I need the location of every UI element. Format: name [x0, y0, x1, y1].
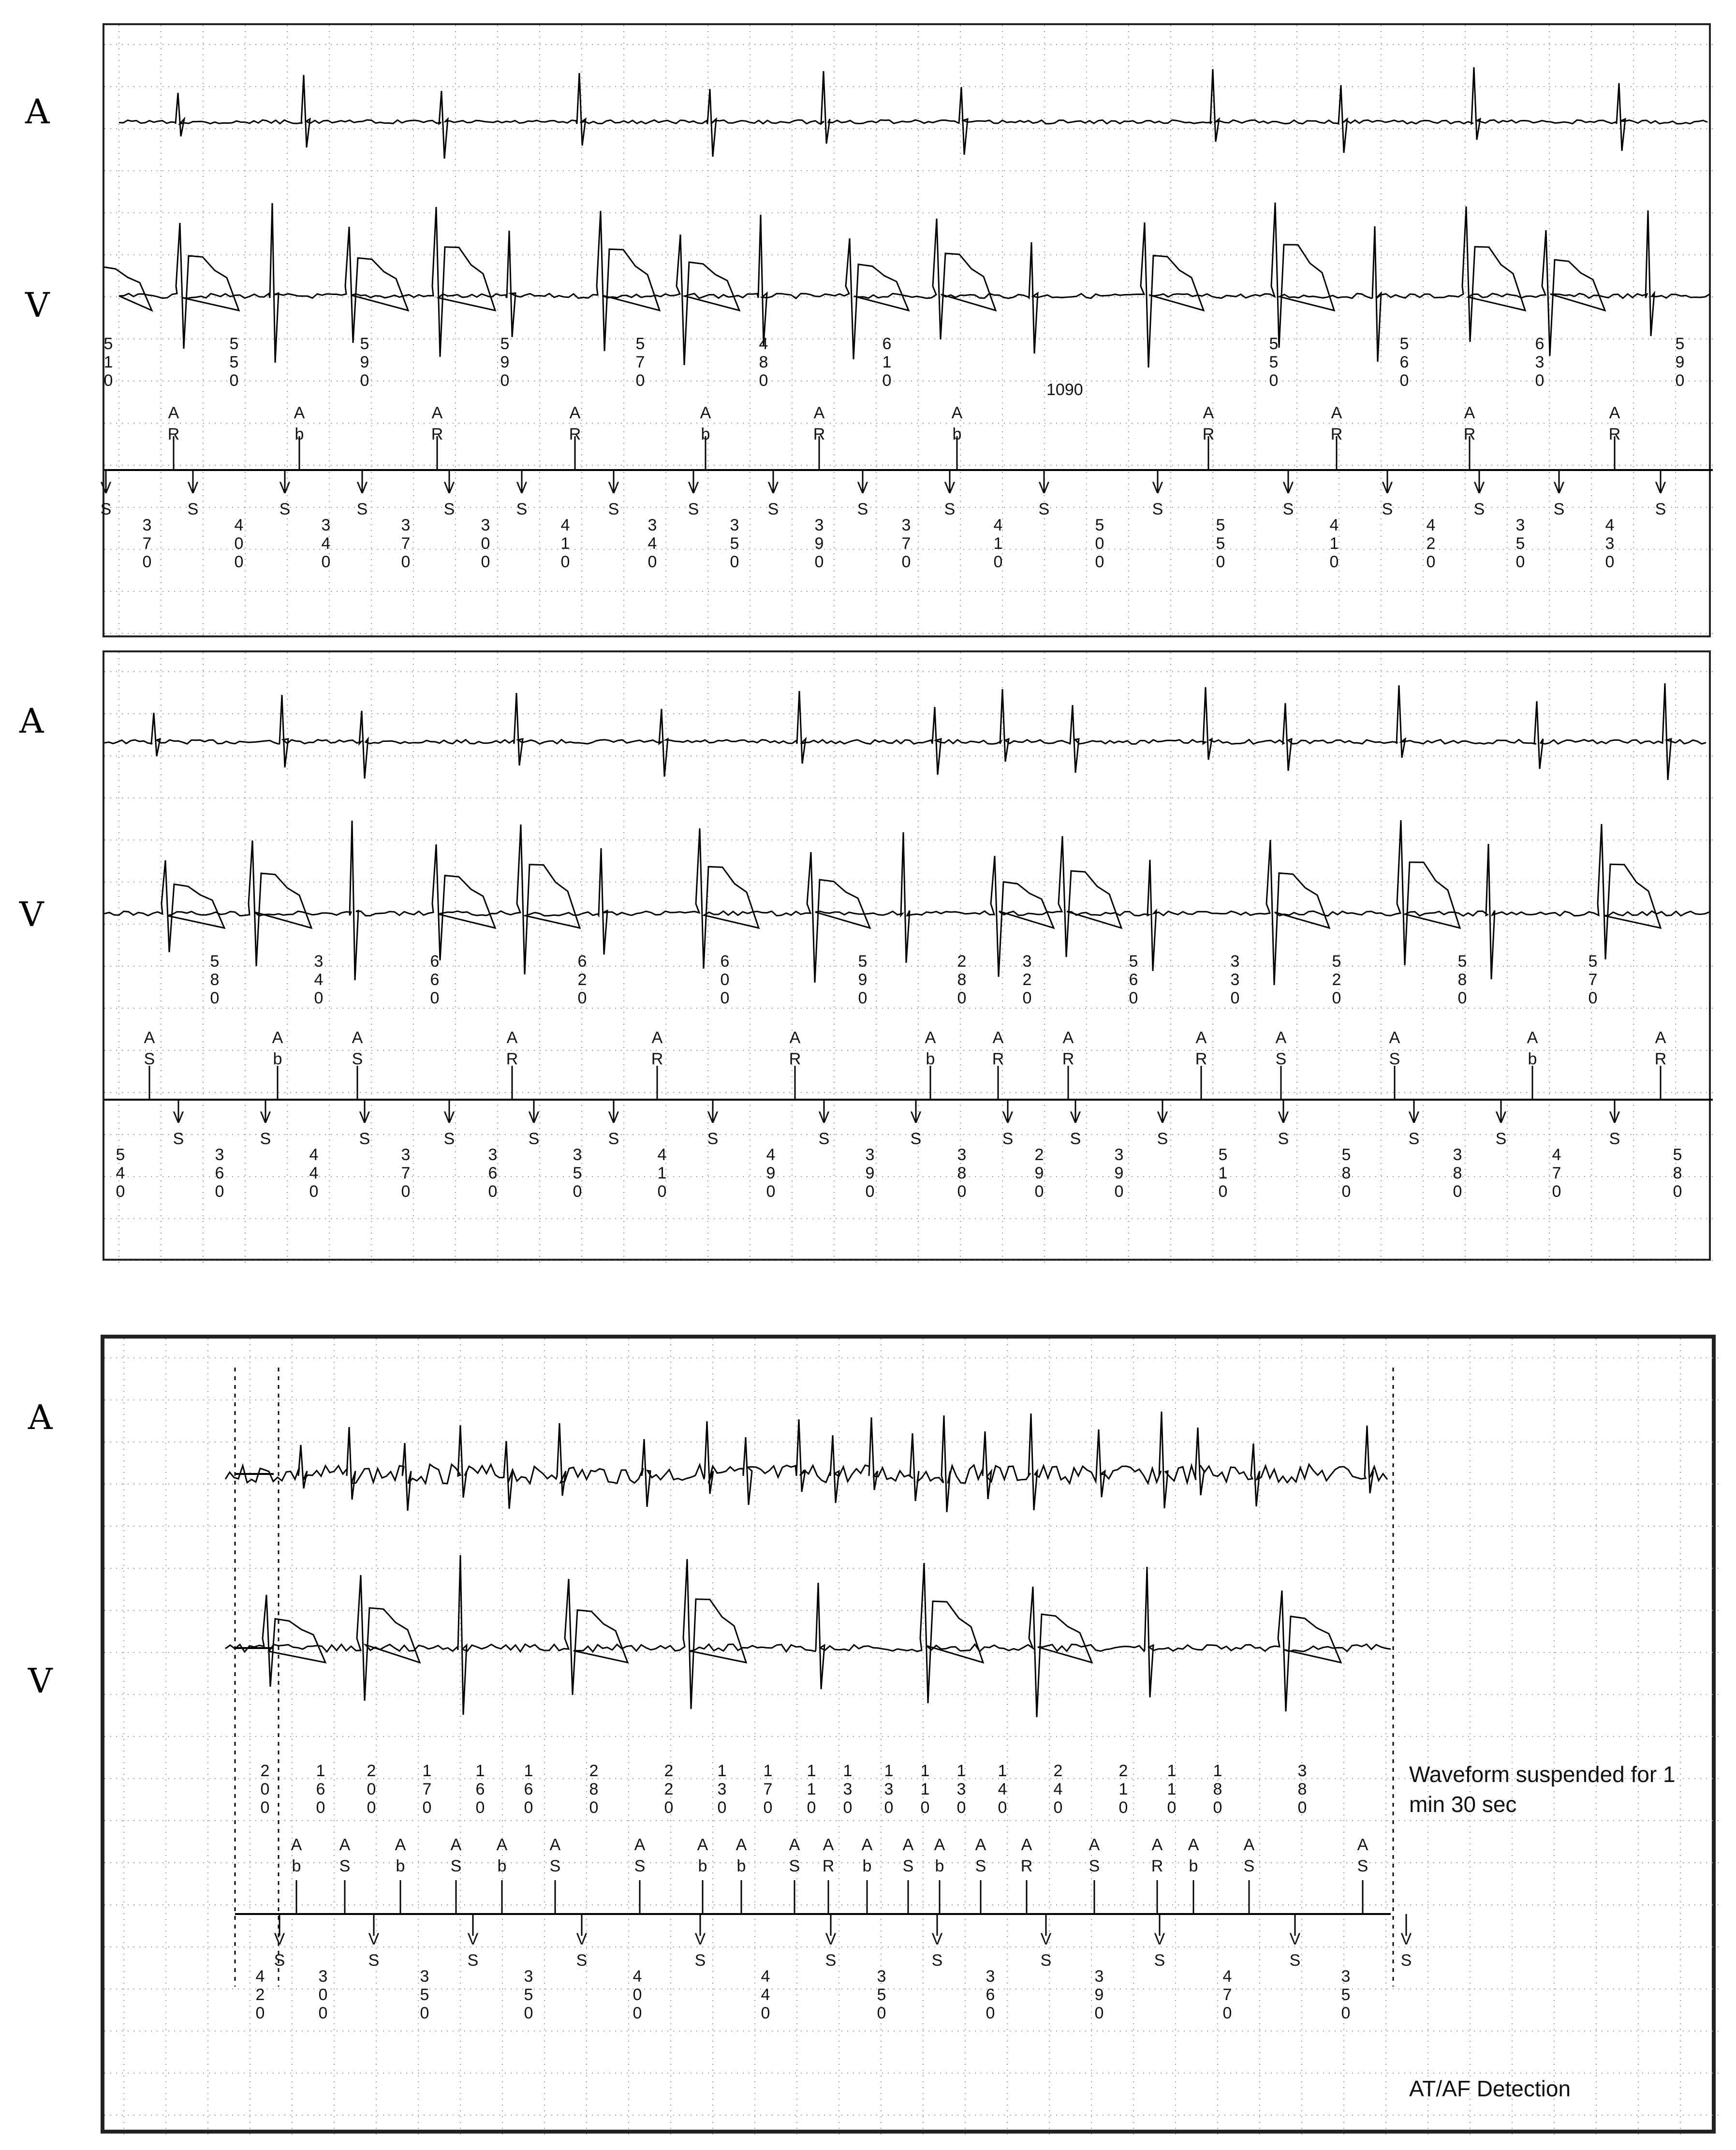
interval-bottom-label: 350 — [573, 1146, 582, 1201]
interval-bottom-label: 400 — [234, 516, 244, 571]
interval-top-label: 590 — [360, 335, 369, 390]
interval-top-label: 590 — [858, 952, 868, 1007]
ventricular-marker-vs: VS — [1473, 479, 1485, 518]
atrial-marker-as: AS — [352, 1029, 363, 1068]
interval-top-label: 110 — [1167, 1762, 1177, 1817]
ventricular-marker-vs: VS — [1495, 1108, 1507, 1148]
interval-top-label: 630 — [1535, 335, 1545, 390]
ventricular-marker-vs: VS — [1070, 1108, 1081, 1148]
ventricular-marker-vs: VS — [1382, 479, 1393, 518]
interval-top-label: 160 — [316, 1762, 325, 1817]
ventricular-marker-vs: VS — [173, 1108, 184, 1148]
ventricular-marker-vs: VS — [260, 1108, 271, 1148]
strip2-waveforms — [104, 652, 1713, 1263]
ventricular-marker-vs: VS — [694, 1930, 706, 1970]
egm-strip-3 — [101, 1335, 1716, 2134]
interval-bottom-label: 500 — [1095, 516, 1104, 571]
strip3-ventricular-label: V — [28, 1661, 53, 1701]
interval-top-label: 320 — [1022, 952, 1032, 1007]
ventricular-marker-vs: VS — [187, 479, 199, 518]
interval-bottom-label: 360 — [215, 1146, 224, 1201]
ventricular-marker-vs: VS — [368, 1930, 380, 1970]
interval-top-label: 130 — [717, 1762, 727, 1817]
ventricular-marker-vs: VS — [1154, 1930, 1165, 1970]
interval-top-label: 130 — [956, 1762, 966, 1817]
ventricular-marker-vs: VS — [1157, 1108, 1168, 1148]
atrial-marker-ar: AR — [569, 404, 581, 443]
interval-top-label: 590 — [500, 335, 510, 390]
atrial-marker-ab: Ab — [925, 1029, 936, 1068]
atrial-marker-as: AS — [1357, 1836, 1368, 1875]
atrial-marker-ar: AR — [789, 1029, 801, 1068]
interval-top-label: 130 — [843, 1762, 853, 1817]
interval-top-label: 340 — [314, 952, 324, 1007]
atrial-marker-as: AS — [549, 1836, 561, 1875]
interval-bottom-label: 580 — [1673, 1146, 1682, 1201]
interval-top-label: 140 — [998, 1762, 1007, 1817]
interval-top-label: 570 — [635, 335, 645, 390]
atrial-marker-as: AS — [1089, 1836, 1100, 1875]
strip1-atrial-label: A — [25, 92, 50, 132]
interval-bottom-label: 390 — [814, 516, 824, 571]
interval-bottom-label: 400 — [633, 1967, 642, 2022]
strip3-atrial-label: A — [28, 1398, 53, 1437]
interval-top-label: 520 — [1332, 952, 1341, 1007]
strip3-waveforms — [104, 1339, 1720, 2137]
ventricular-marker-vs: VS — [528, 1108, 540, 1148]
interval-top-label: 620 — [577, 952, 587, 1007]
interval-bottom-label: 350 — [877, 1967, 886, 2022]
interval-top-label: 160 — [524, 1762, 533, 1817]
atrial-egm-trace — [104, 683, 1706, 780]
interval-bottom-label: 380 — [1453, 1146, 1462, 1201]
atrial-marker-ar: AR — [1151, 1836, 1163, 1875]
atrial-marker-ab: Ab — [294, 404, 305, 443]
egm-strip-2 — [103, 650, 1711, 1261]
interval-bottom-label: 350 — [524, 1967, 533, 2022]
interval-bottom-label: 360 — [986, 1967, 995, 2022]
interval-bottom-label: 540 — [116, 1146, 125, 1201]
atrial-marker-ar: AR — [992, 1029, 1004, 1068]
ventricular-marker-vs: VS — [443, 1108, 455, 1148]
ventricular-marker-vs: VS — [825, 1930, 837, 1970]
interval-bottom-label: 580 — [1341, 1146, 1351, 1201]
ventricular-marker-vs: VS — [356, 479, 368, 518]
interval-bottom-label: 370 — [401, 516, 411, 571]
interval-bottom-label: 390 — [1114, 1146, 1124, 1201]
interval-top-label: 580 — [1457, 952, 1467, 1007]
ventricular-marker-vs: VS — [359, 1108, 370, 1148]
ventricular-marker-vs: VS — [1655, 479, 1666, 518]
interval-top-label: 200 — [260, 1762, 270, 1817]
atrial-marker-ar: AR — [1062, 1029, 1074, 1068]
interval-bottom-label: 360 — [488, 1146, 498, 1201]
interval-bottom-label: 440 — [761, 1967, 770, 2022]
ventricular-marker-vs: VS — [767, 479, 779, 518]
interval-bottom-label: 440 — [309, 1146, 319, 1201]
interval-bottom-label: 390 — [865, 1146, 875, 1201]
interval-top-label: 240 — [1053, 1762, 1063, 1817]
atrial-egm-trace — [119, 67, 1707, 159]
interval-top-label: 510 — [103, 335, 113, 390]
interval-bottom-label: 410 — [993, 516, 1003, 571]
atrial-marker-ab: Ab — [1188, 1836, 1199, 1875]
ventricular-marker-vs: VS — [274, 1930, 285, 1970]
atrial-marker-as: AS — [339, 1836, 351, 1875]
atrial-marker-ar: AR — [1463, 404, 1476, 443]
ventricular-marker-vs: VS — [576, 1930, 588, 1970]
interval-top-label: 220 — [664, 1762, 674, 1817]
ventricular-egm-trace — [225, 1555, 1391, 1717]
ventricular-marker-vs: VS — [1289, 1930, 1301, 1970]
ventricular-marker-vs: VS — [608, 479, 619, 518]
strip2-atrial-label: A — [19, 701, 44, 741]
ventricular-marker-vs: VS — [1400, 1930, 1412, 1970]
interval-bottom-label: 290 — [1034, 1146, 1044, 1201]
strip1-ventricular-label: V — [25, 285, 50, 325]
interval-long-label: 1090 — [1046, 381, 1083, 399]
atrial-marker-ab: Ab — [291, 1836, 302, 1875]
ventricular-marker-vs: VS — [910, 1108, 922, 1148]
ventricular-egm-trace — [104, 820, 1710, 985]
ventricular-marker-vs: VS — [516, 479, 528, 518]
interval-top-label: 200 — [367, 1762, 376, 1817]
interval-top-label: 550 — [229, 335, 239, 390]
interval-top-label: 570 — [1588, 952, 1598, 1007]
atrial-marker-ar: AR — [1654, 1029, 1667, 1068]
atrial-marker-ab: Ab — [951, 404, 963, 443]
atrial-marker-ar: AR — [813, 404, 825, 443]
atrial-marker-as: AS — [144, 1029, 155, 1068]
ventricular-marker-vs: VS — [818, 1108, 830, 1148]
atrial-marker-ab: Ab — [496, 1836, 508, 1875]
atrial-marker-as: AS — [1243, 1836, 1255, 1875]
interval-top-label: 580 — [210, 952, 220, 1007]
ventricular-marker-vs: VS — [688, 479, 699, 518]
atrial-marker-ar: AR — [651, 1029, 663, 1068]
interval-bottom-label: 470 — [1552, 1146, 1561, 1201]
atrial-marker-ab: Ab — [395, 1836, 406, 1875]
atrial-marker-as: AS — [450, 1836, 462, 1875]
interval-top-label: 280 — [957, 952, 967, 1007]
atrial-marker-ar: AR — [1020, 1836, 1033, 1875]
atrial-marker-as: AS — [902, 1836, 914, 1875]
atrial-marker-as: AS — [1389, 1029, 1400, 1068]
ventricular-marker-vs: VS — [1553, 479, 1565, 518]
interval-top-label: 170 — [422, 1762, 432, 1817]
interval-top-label: 660 — [430, 952, 440, 1007]
interval-bottom-label: 350 — [730, 516, 739, 571]
interval-top-label: 590 — [1675, 335, 1685, 390]
interval-bottom-label: 370 — [401, 1146, 411, 1201]
interval-top-label: 380 — [1297, 1762, 1307, 1817]
atrial-marker-ar: AR — [1608, 404, 1621, 443]
interval-top-label: 210 — [1118, 1762, 1128, 1817]
atrial-marker-ab: Ab — [700, 404, 711, 443]
interval-bottom-label: 380 — [957, 1146, 967, 1201]
interval-bottom-label: 550 — [1216, 516, 1225, 571]
atrial-marker-ar: AR — [167, 404, 180, 443]
atrial-marker-as: AS — [1275, 1029, 1287, 1068]
ventricular-marker-vs: VS — [1038, 479, 1050, 518]
ventricular-marker-vs: VS — [1282, 479, 1294, 518]
interval-top-label: 280 — [589, 1762, 599, 1817]
atrial-marker-ab: Ab — [697, 1836, 708, 1875]
interval-bottom-label: 370 — [142, 516, 152, 571]
interval-top-label: 110 — [807, 1762, 816, 1817]
egm-strip-1 — [100, 23, 1711, 637]
ventricular-marker-vs: VS — [1040, 1930, 1052, 1970]
atrial-marker-ab: Ab — [1527, 1029, 1538, 1068]
interval-bottom-label: 300 — [481, 516, 490, 571]
interval-top-label: 600 — [720, 952, 730, 1007]
ventricular-marker-vs: VS — [100, 479, 112, 518]
atrial-marker-ar: AR — [822, 1836, 835, 1875]
interval-top-label: 110 — [920, 1762, 930, 1817]
ventricular-marker-vs: VS — [944, 479, 956, 518]
interval-bottom-label: 370 — [901, 516, 911, 571]
atrial-marker-ar: AR — [506, 1029, 518, 1068]
atrial-marker-as: AS — [789, 1836, 800, 1875]
strip2-ventricular-label: V — [19, 895, 44, 934]
interval-bottom-label: 430 — [1605, 516, 1615, 571]
atrial-egm-trace — [225, 1412, 1387, 1512]
atrial-marker-as: AS — [975, 1836, 986, 1875]
ventricular-marker-vs: VS — [608, 1108, 619, 1148]
interval-top-label: 560 — [1399, 335, 1409, 390]
interval-bottom-label: 350 — [1515, 516, 1525, 571]
ventricular-marker-vs: VS — [931, 1930, 943, 1970]
atrial-marker-ar: AR — [431, 404, 443, 443]
ventricular-marker-vs: VS — [1609, 1108, 1620, 1148]
interval-bottom-label: 410 — [657, 1146, 667, 1201]
ventricular-marker-vs: VS — [1002, 1108, 1014, 1148]
interval-bottom-label: 510 — [1218, 1146, 1228, 1201]
interval-bottom-label: 390 — [1094, 1967, 1104, 2022]
interval-bottom-label: 350 — [1341, 1967, 1351, 2022]
atrial-marker-ab: Ab — [736, 1836, 747, 1875]
interval-bottom-label: 490 — [766, 1146, 776, 1201]
atrial-marker-as: AS — [634, 1836, 646, 1875]
atrial-marker-ab: Ab — [934, 1836, 945, 1875]
atrial-marker-ar: AR — [1195, 1029, 1207, 1068]
interval-bottom-label: 420 — [1426, 516, 1436, 571]
interval-bottom-label: 410 — [560, 516, 570, 571]
interval-bottom-label: 340 — [647, 516, 657, 571]
ventricular-marker-vs: VS — [857, 479, 868, 518]
ventricular-marker-vs: VS — [279, 479, 291, 518]
interval-top-label: 180 — [1213, 1762, 1222, 1817]
atrial-marker-ar: AR — [1330, 404, 1343, 443]
interval-top-label: 560 — [1129, 952, 1138, 1007]
interval-bottom-label: 350 — [420, 1967, 429, 2022]
interval-top-label: 550 — [1269, 335, 1279, 390]
ventricular-marker-vs: VS — [1152, 479, 1163, 518]
interval-top-label: 330 — [1230, 952, 1240, 1007]
interval-bottom-label: 410 — [1329, 516, 1339, 571]
interval-bottom-label: 470 — [1222, 1967, 1232, 2022]
waveform-suspended-note: Waveform suspended for 1 min 30 sec — [1409, 1762, 1676, 1817]
interval-top-label: 480 — [759, 335, 768, 390]
atrial-marker-ab: Ab — [272, 1029, 283, 1068]
ventricular-egm-trace — [104, 203, 1710, 368]
interval-top-label: 610 — [882, 335, 892, 390]
ventricular-marker-vs: VS — [1278, 1108, 1289, 1148]
interval-top-label: 130 — [884, 1762, 894, 1817]
ventricular-marker-vs: VS — [707, 1108, 719, 1148]
interval-bottom-label: 340 — [321, 516, 331, 571]
atrial-marker-ar: AR — [1202, 404, 1215, 443]
atrial-marker-ab: Ab — [861, 1836, 873, 1875]
ventricular-marker-vs: VS — [467, 1930, 479, 1970]
ventricular-marker-vs: VS — [443, 479, 455, 518]
interval-bottom-label: 300 — [318, 1967, 328, 2022]
ventricular-marker-vs: VS — [1408, 1108, 1420, 1148]
at-af-detection-note: AT/AF Detection — [1409, 2076, 1571, 2101]
interval-top-label: 160 — [475, 1762, 485, 1817]
interval-top-label: 170 — [763, 1762, 773, 1817]
interval-bottom-label: 420 — [255, 1967, 265, 2022]
